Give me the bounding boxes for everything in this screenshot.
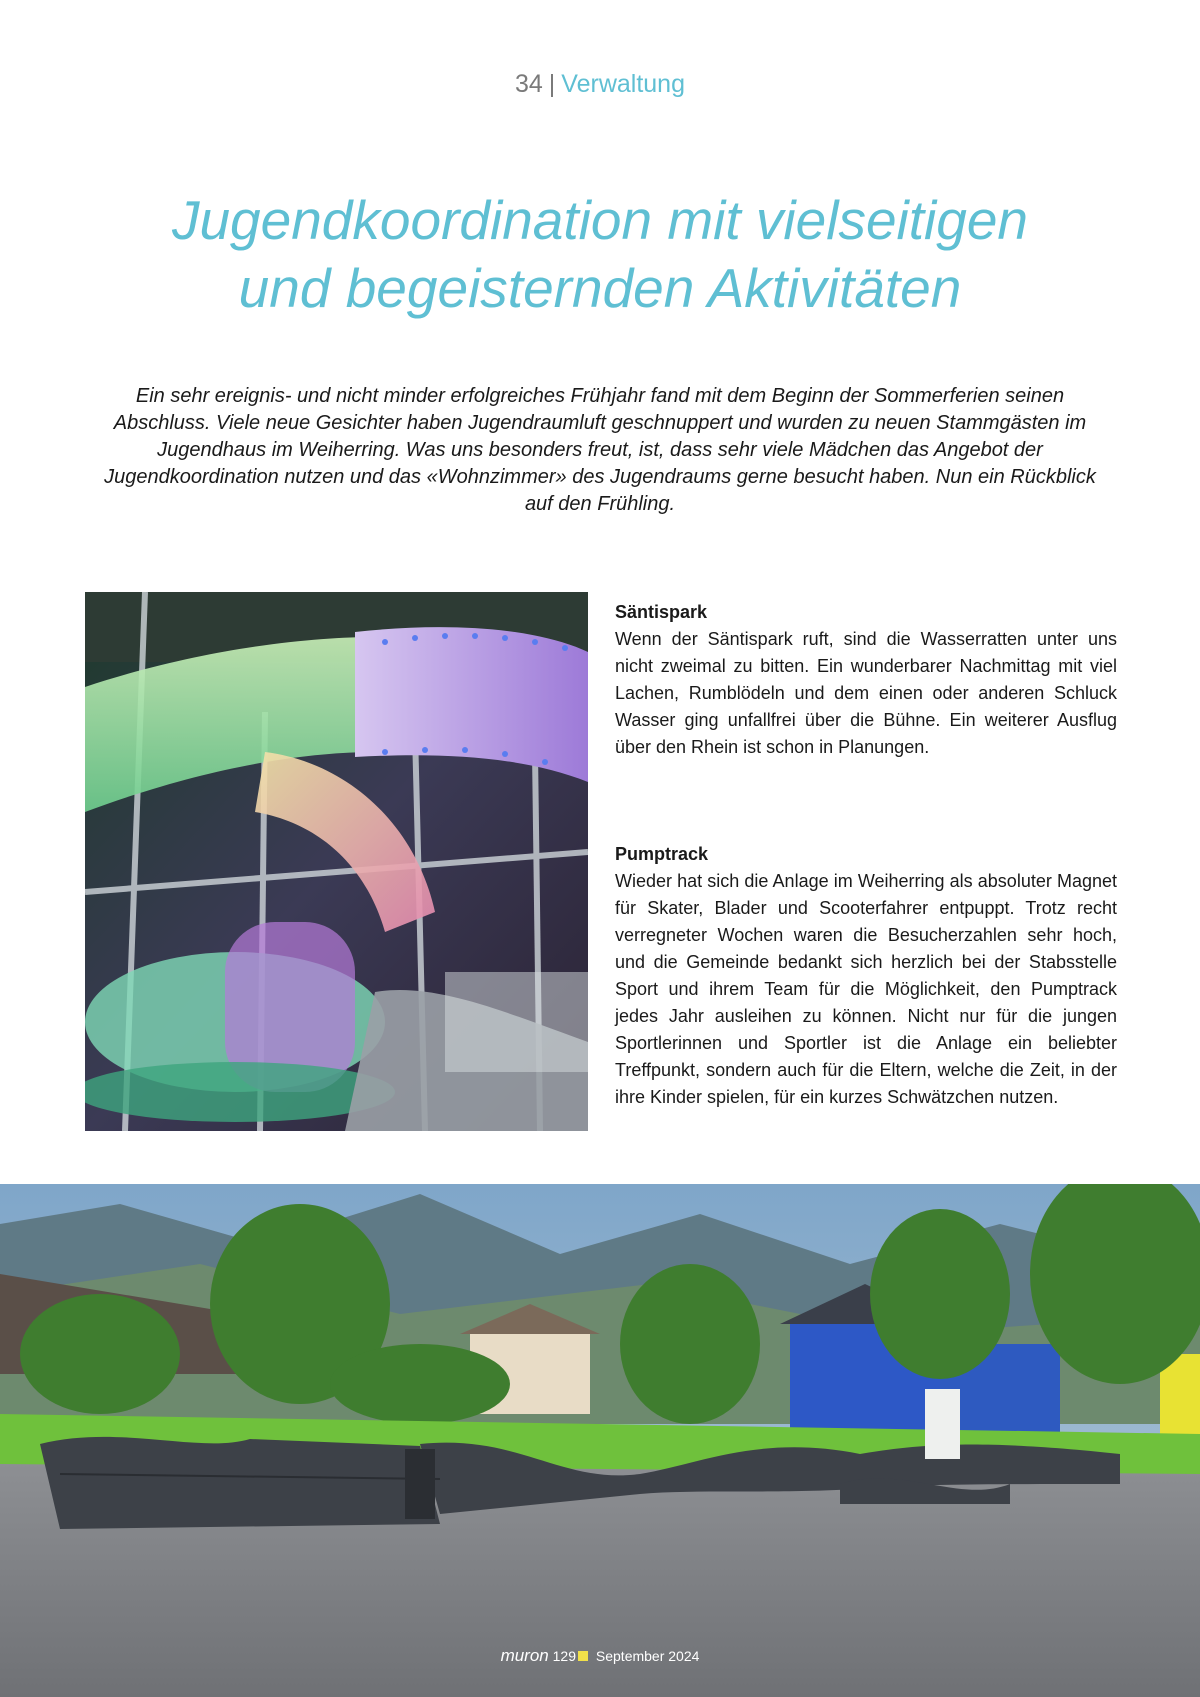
article-saentispark: [615, 599, 1117, 761]
article-heading: Säntispark: [615, 602, 708, 622]
issue-date: September 2024: [595, 1648, 700, 1664]
square-icon: [578, 1651, 588, 1661]
lead-paragraph: Ein sehr ereignis- und nicht minder erfolgreiches Frühjahr fand mit dem Beginn der Sommerferien seinen Abschluss. Viele neue Gesichter haben Jugendraumluft geschnuppert und wurden zu neuen Stammgästen im Jugendhaus im Weiherring. Was uns besonders freut, ist, dass sehr viele Mädchen das Angebot der Jugendkoordination nutzen und das «Wohnzimmer» des Jugendraums gerne besucht haben. Nun ein Rückblick auf den Frühling.: [104, 385, 1096, 515]
article-body: Wenn der Säntispark ruft, sind die Wasserratten unter uns nicht zweimal zu bitten. Ein wunderbarer Nachmittag mit viel Lachen, Rumblödeln und dem einen oder anderen Schluck Wasser ging unfallfrei über die Bühne. Ein weiterer Ausflug über den Rhein ist schon in Planungen.: [615, 629, 1117, 757]
header-separator: |: [548, 70, 556, 98]
section-name: Verwaltung: [561, 70, 685, 98]
article-heading: Pumptrack: [615, 844, 709, 864]
article-title: [60, 186, 1140, 322]
page-number: 34: [514, 70, 543, 98]
page-footer: [0, 1646, 1200, 1666]
pumptrack-photo: [0, 1184, 1200, 1697]
page-header: [0, 70, 1200, 99]
magazine-brand: muron: [500, 1646, 549, 1665]
article-body: Wieder hat sich die Anlage im Weiherring als absoluter Magnet für Skater, Blader und Scooterfahrer entpuppt. Trotz recht verregneter Wochen waren die Besucherzahlen sehr hoch, und die Gemeinde bedankt sich herzlich bei der Stabsstelle Sport und ihrem Team für die Möglichkeit, den Pumptrack jedes Jahr ausleihen zu können. Nicht nur für die jungen Sportlerinnen und Sportler ist die Anlage ein beliebter Treffpunkt, sondern auch für die Eltern, welche die Zeit, in der ihre Kinder spielen, für ein kurzes Schwätzchen nutzen.: [615, 871, 1117, 1107]
waterpark-photo: [85, 592, 588, 1131]
title-line-1: Jugendkoordination mit vielseitigen: [171, 189, 1029, 251]
article-pumptrack: [615, 841, 1117, 1111]
title-line-2: und begeisternden Aktivitäten: [238, 257, 962, 319]
issue-number: 129: [552, 1648, 576, 1664]
